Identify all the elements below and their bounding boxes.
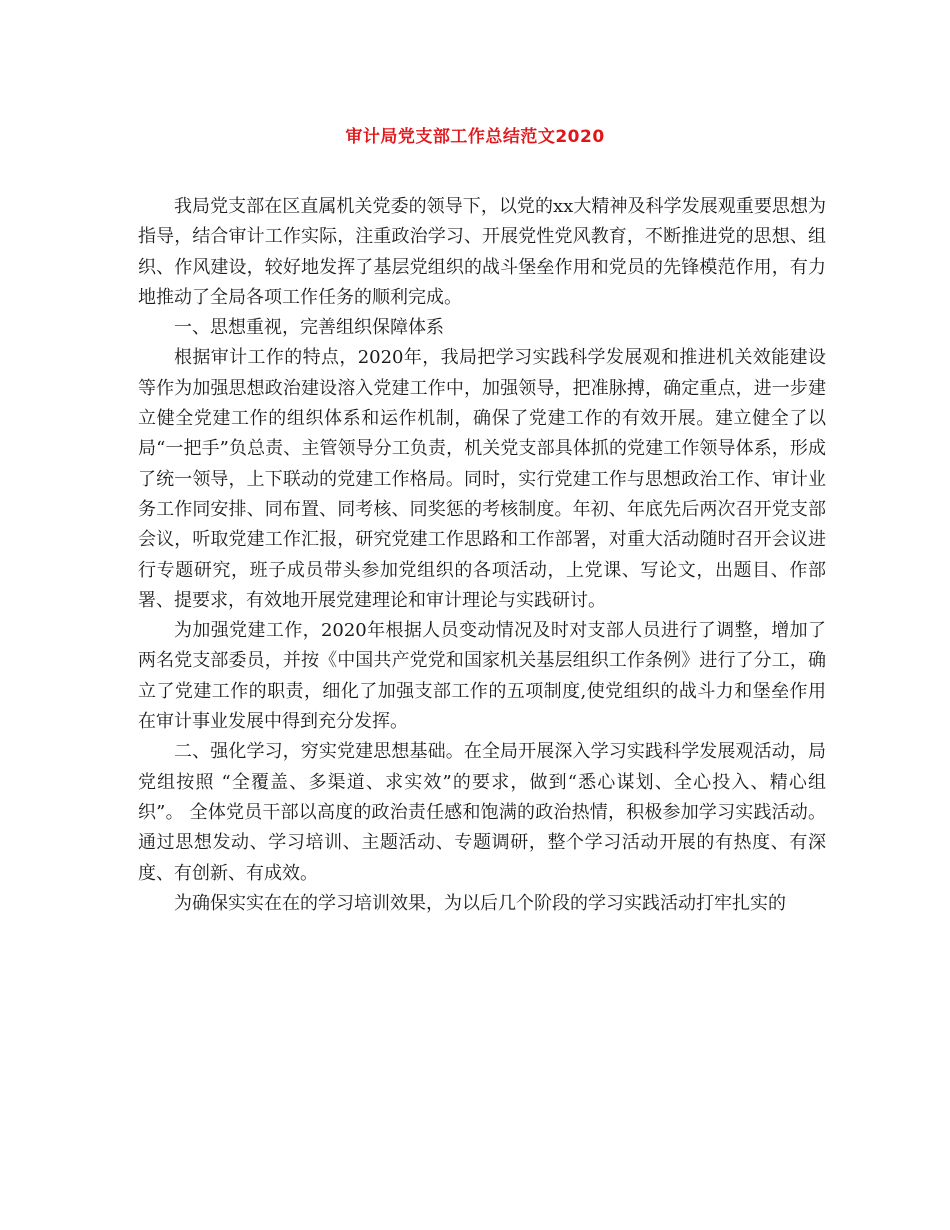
document-title: 审计局党支部工作总结范文2020 — [345, 127, 605, 147]
paragraph-intro: 我局党支部在区直属机关党委的领导下，以党的xx大精神及科学发展观重要思想为指导，结合审计工作实际，注重政治学习、开展党性党风教育，不断推进党的思想、组织、作风建设，较好地发挥了基层党组织的战斗堡垒作用和党员的先锋模范作用，有力地推动了全局各项工作任务的顺利完成。 — [138, 196, 826, 308]
paragraph-section-1: 根据审计工作的特点，2020年，我局把学习实践科学发展观和推进机关效能建设等作为加强思想政治建设溶入党建工作中，加强领导，把准脉搏，确定重点，进一步建立健全党建工作的组织体系和运作机制，确保了党建工作的有效开展。建立健全了以局“一把手”负总责、主管领导分工负责，机关党支部具体抓的党建工作领导体系，形成了统一领导，上下联动的党建工作格局。同时，实行党建工作与思想政治工作、审计业务工作同安排、同布置、同考核、同奖惩的考核制度。年初、年底先后两次召开党支部会议，听取党建工作汇报，研究党建工作思路和工作部署，对重大活动随时召开会议进行专题研究，班子成员带头参加党组织的各项活动，上党课、写论文，出题目、作部署、提要求，有效地开展党建理论和审计理论与实践研讨。 — [138, 347, 826, 611]
paragraph-section-1-continued: 为加强党建工作，2020年根据人员变动情况及时对支部人员进行了调整，增加了两名党支部委员，并按《中国共产党党和国家机关基层组织工作条例》进行了分工，确立了党建工作的职责，细化了加强支部工作的五项制度,使党组织的战斗力和堡垒作用在审计事业发展中得到充分发挥。 — [138, 620, 826, 733]
paragraph-section-2-continued: 为确保实实在在的学习培训效果，为以后几个阶段的学习实践活动打牢扎实的 — [174, 892, 786, 914]
document-body — [138, 192, 826, 919]
section-heading-1: 一、思想重视，完善组织保障体系 — [174, 317, 444, 339]
paragraph-section-2: 二、强化学习，穷实党建思想基础。在全局开展深入学习实践科学发展观活动，局党组按照 “全覆盖、多渠道、求实效”的要求，做到“悉心谋划、全心投入、精心组织”。 全体党员干部以高度的政治责任感和饱满的政治热情，积极参加学习实践活动。通过思想发动、学习培训、主题活动、专题调研，整个学习活动开展的有热度、有深度、有创新、有成效。 — [138, 741, 826, 884]
